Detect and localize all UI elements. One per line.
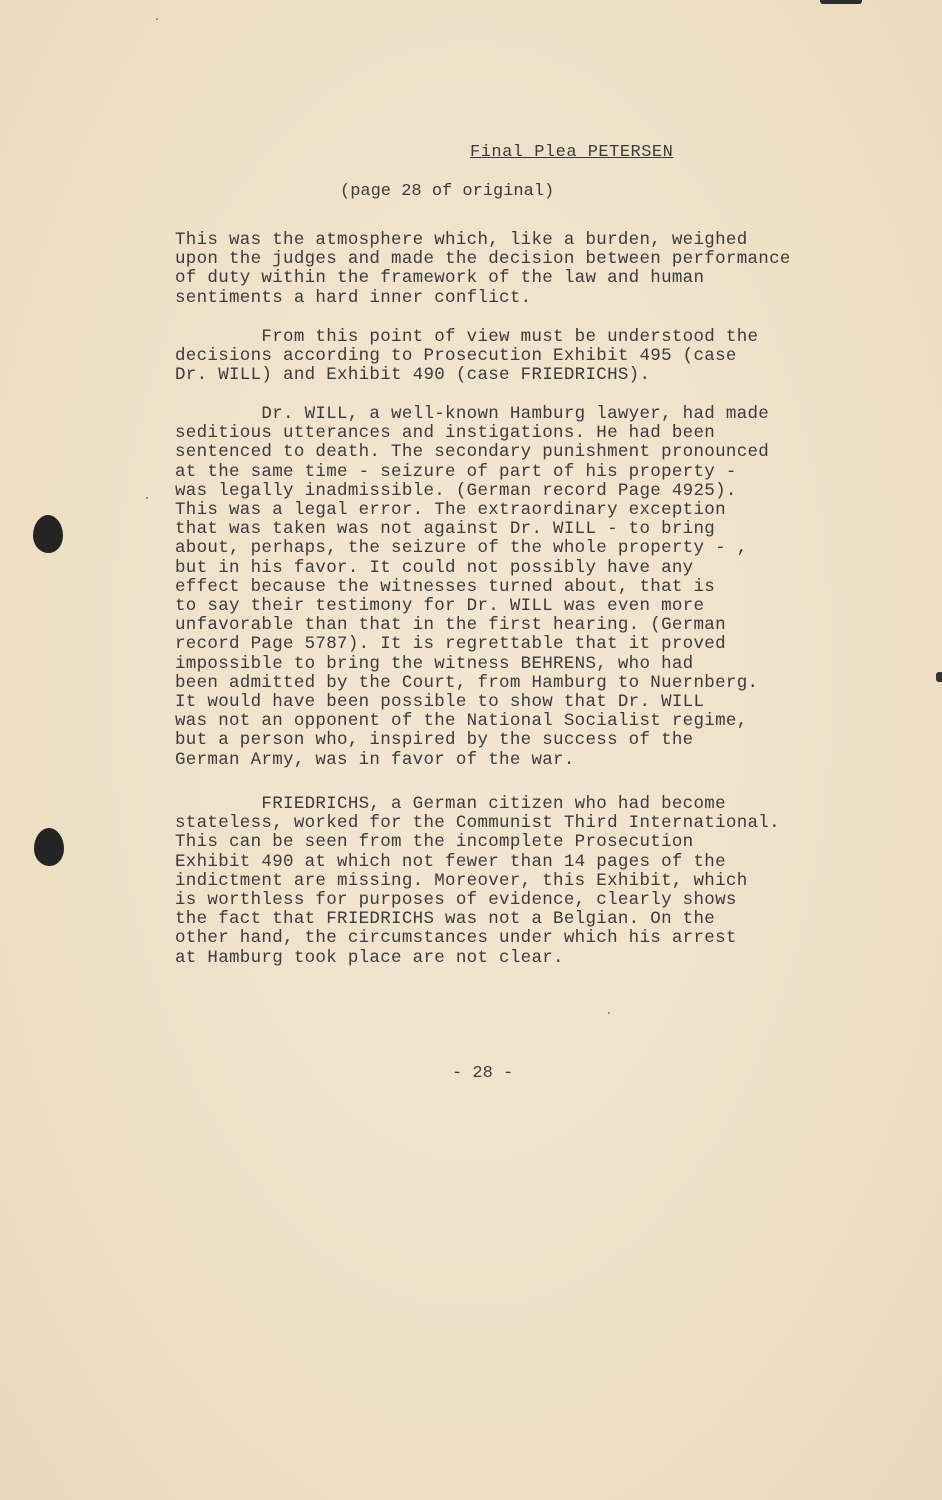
text-line: is worthless for purposes of evidence, clearly shows [175,890,737,911]
text-line: decisions according to Prosecution Exhibit 495 (case [175,346,737,367]
paper-speck [156,18,158,20]
right-edge-mark [936,672,942,682]
text-line: indictment are missing. Moreover, this Exhibit, which [175,870,748,891]
text-line: German Army, was in favor of the war. [175,749,575,770]
paper-speck [608,1012,610,1014]
document-subtitle: (page 28 of original) [340,182,555,201]
page-number: - 28 - [452,1064,514,1083]
text-line: effect because the witnesses turned about, that is [175,576,716,597]
text-line: sentenced to death. The secondary punishment pronounced [175,442,770,463]
text-line: It would have been possible to show that Dr. WILL [175,692,705,713]
text-line: This was a legal error. The extraordinary exception [175,500,726,521]
paragraph-1 [175,231,865,308]
text-line: From this point of view must be understood the [175,327,759,347]
text-line: that was taken was not against Dr. WILL - to bring [175,519,716,540]
text-line: at the same time - seizure of part of his property - [175,461,737,482]
text-line: Dr. WILL, a well-known Hamburg lawyer, had made [175,404,770,424]
document-title: Final Plea PETERSEN [470,143,674,162]
text-line: but a person who, inspired by the success of the [175,730,694,751]
text-line: the fact that FRIEDRICHS was not a Belgian. On the [175,909,716,930]
text-line: Exhibit 490 at which not fewer than 14 pages of the [175,851,726,872]
punch-hole-bottom [34,828,64,866]
text-line: unfavorable than that in the first hearing. (German [175,615,726,636]
text-line: other hand, the circumstances under which his arrest [175,928,737,949]
top-edge-mark [820,0,862,4]
paragraph-2 [175,328,865,386]
text-line: was not an opponent of the National Socialist regime, [175,711,748,732]
text-line: been admitted by the Court, from Hamburg to Nuernberg. [175,672,759,693]
text-line: Dr. WILL) and Exhibit 490 (case FRIEDRICHS). [175,365,651,386]
text-line: to say their testimony for Dr. WILL was even more [175,596,705,617]
paper-speck [146,497,148,499]
text-line: FRIEDRICHS, a German citizen who had become [175,794,726,814]
text-line: stateless, worked for the Communist Third International. [175,813,780,834]
paragraph-3 [175,405,865,770]
paragraph-4 [175,795,865,968]
text-line: sentiments a hard inner conflict. [175,287,532,308]
text-line: about, perhaps, the seizure of the whole property - , [175,538,748,559]
text-line: upon the judges and made the decision between performance [175,249,791,270]
text-line: at Hamburg took place are not clear. [175,947,564,968]
text-line: of duty within the framework of the law and human [175,268,705,289]
text-line: seditious utterances and instigations. He had been [175,423,716,444]
punch-hole-top [33,515,63,553]
text-line: This was the atmosphere which, like a burden, weighed [175,230,748,250]
text-line: but in his favor. It could not possibly have any [175,557,694,578]
text-line: record Page 5787). It is regrettable that it proved [175,634,726,655]
text-line: This can be seen from the incomplete Prosecution [175,832,694,853]
text-line: was legally inadmissible. (German record Page 4925). [175,480,737,501]
text-line: impossible to bring the witness BEHRENS, who had [175,653,694,674]
